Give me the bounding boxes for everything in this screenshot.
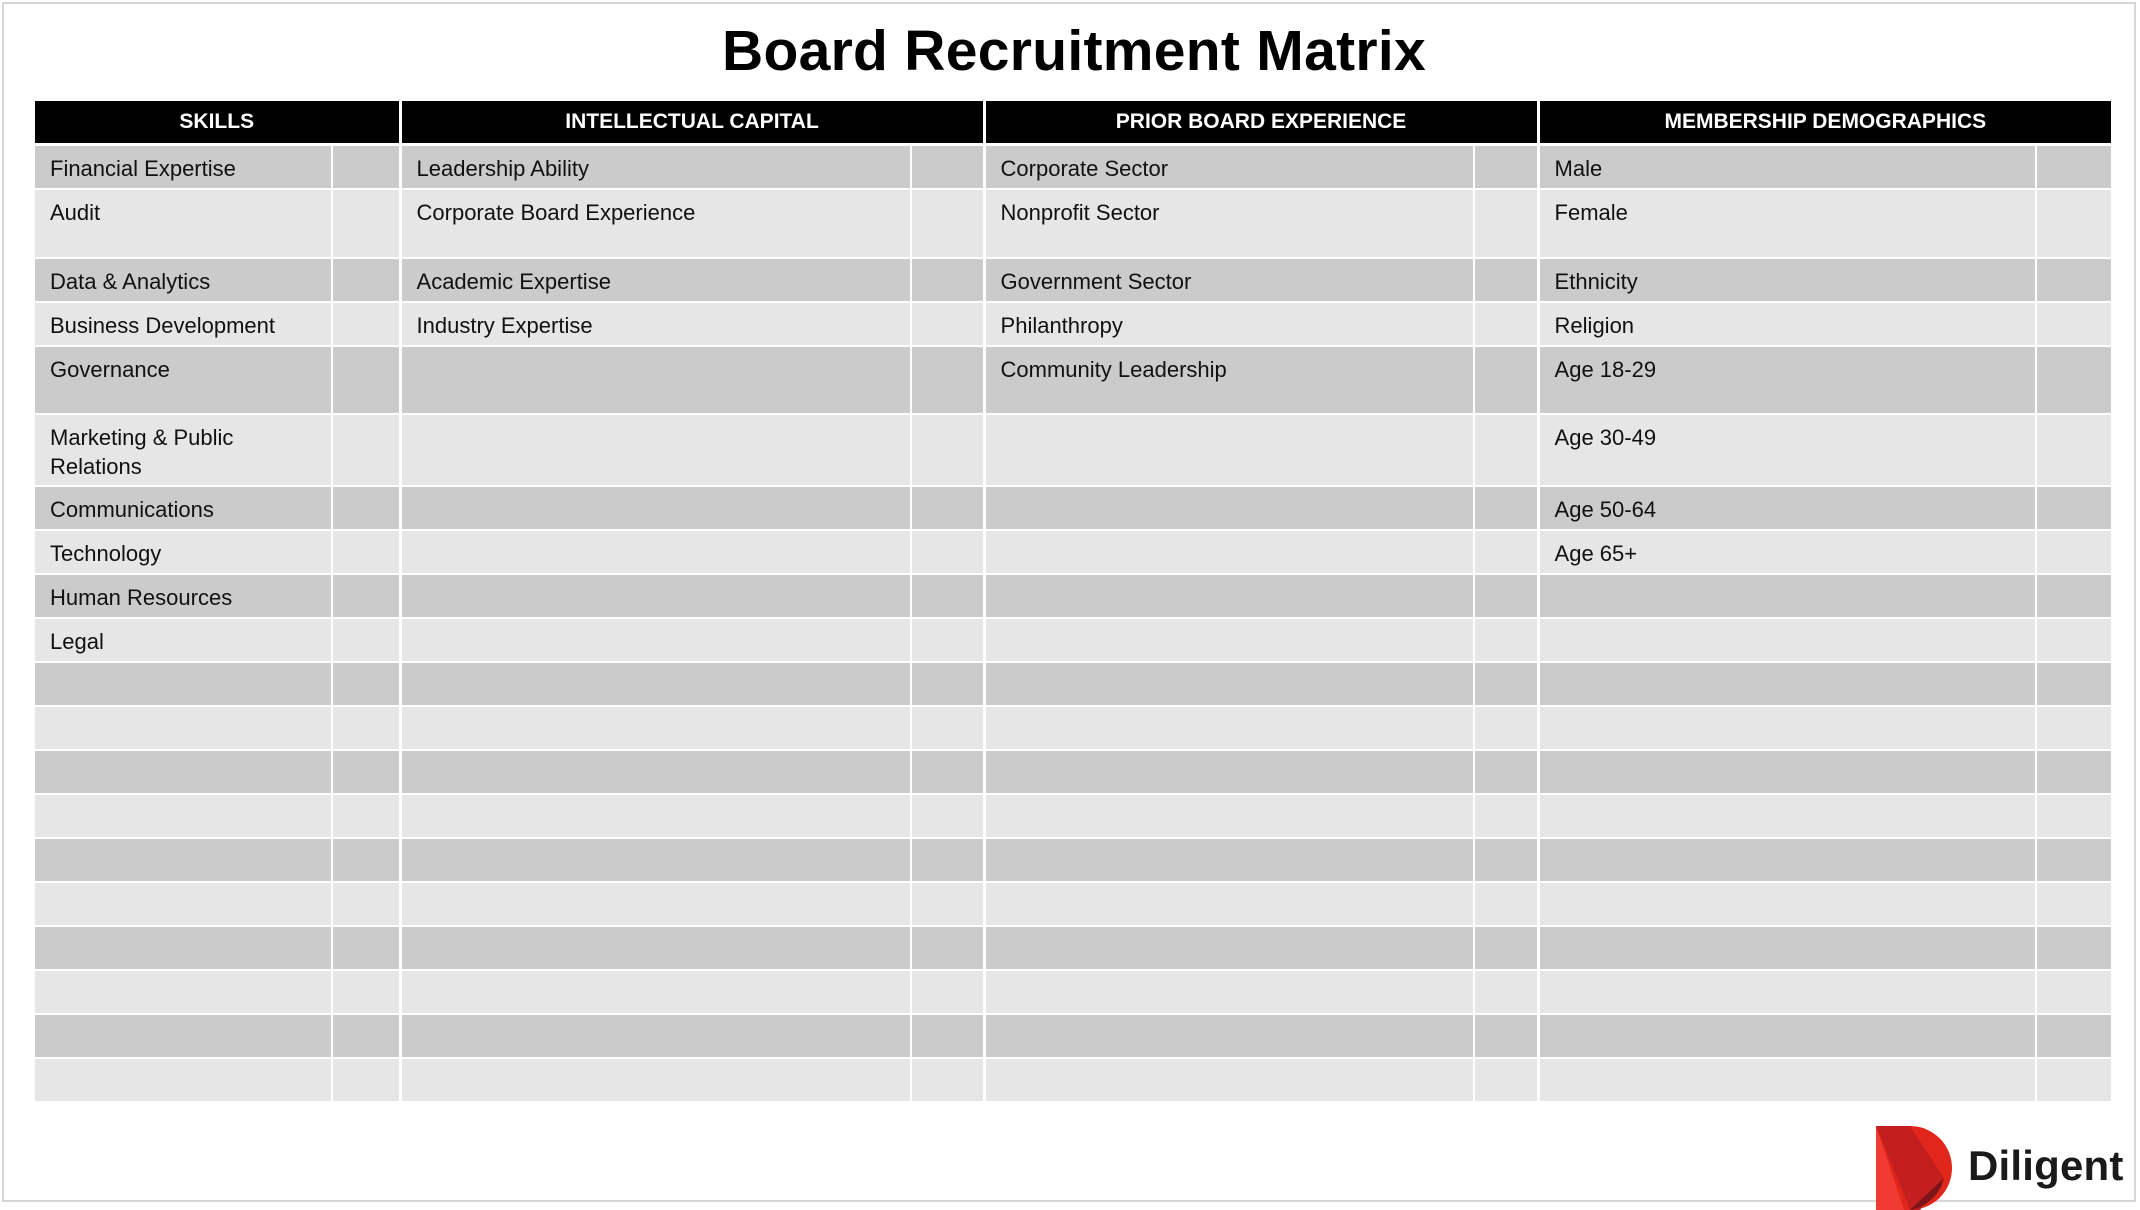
prior-board-experience-rating-cell[interactable] [1474, 414, 1538, 486]
demographic-cell [1538, 750, 2036, 794]
table-row [35, 1014, 2111, 1058]
skill-cell [35, 882, 332, 926]
prior-board-experience-rating-cell[interactable] [1474, 346, 1538, 414]
prior-board-experience-cell [984, 970, 1474, 1014]
skill-cell [35, 926, 332, 970]
skill-cell: Human Resources [35, 574, 332, 618]
skill-rating-cell[interactable] [332, 706, 400, 750]
intellectual-capital-rating-cell[interactable] [911, 706, 984, 750]
prior-board-experience-rating-cell[interactable] [1474, 302, 1538, 346]
demographic-rating-cell[interactable] [2036, 1014, 2111, 1058]
skill-rating-cell[interactable] [332, 1014, 400, 1058]
demographic-cell: Religion [1538, 302, 2036, 346]
prior-board-experience-rating-cell[interactable] [1474, 794, 1538, 838]
intellectual-capital-rating-cell[interactable] [911, 530, 984, 574]
intellectual-capital-cell: Industry Expertise [400, 302, 911, 346]
skill-cell: Data & Analytics [35, 258, 332, 302]
demographic-cell: Age 18-29 [1538, 346, 2036, 414]
demographic-rating-cell[interactable] [2036, 926, 2111, 970]
prior-board-experience-rating-cell[interactable] [1474, 189, 1538, 258]
intellectual-capital-rating-cell[interactable] [911, 302, 984, 346]
prior-board-experience-cell [984, 926, 1474, 970]
skill-cell [35, 1014, 332, 1058]
intellectual-capital-cell: Academic Expertise [400, 258, 911, 302]
prior-board-experience-cell [984, 1058, 1474, 1102]
intellectual-capital-rating-cell[interactable] [911, 882, 984, 926]
demographic-rating-cell[interactable] [2036, 882, 2111, 926]
intellectual-capital-cell [400, 838, 911, 882]
demographic-cell [1538, 662, 2036, 706]
demographic-rating-cell[interactable] [2036, 750, 2111, 794]
prior-board-experience-rating-cell[interactable] [1474, 145, 1538, 189]
demographic-cell [1538, 1058, 2036, 1102]
prior-board-experience-cell [984, 618, 1474, 662]
skill-cell [35, 662, 332, 706]
intellectual-capital-cell [400, 486, 911, 530]
table-row [35, 926, 2111, 970]
prior-board-experience-rating-cell[interactable] [1474, 750, 1538, 794]
page-title: Board Recruitment Matrix [721, 19, 1426, 83]
demographic-cell: Age 65+ [1538, 530, 2036, 574]
demographic-cell: Male [1538, 145, 2036, 189]
skill-cell: Governance [35, 346, 332, 414]
skill-cell [35, 794, 332, 838]
skill-cell [35, 1058, 332, 1102]
intellectual-capital-rating-cell[interactable] [911, 970, 984, 1014]
demographic-rating-cell[interactable] [2036, 618, 2111, 662]
intellectual-capital-rating-cell[interactable] [911, 189, 984, 258]
table-row [35, 618, 2111, 662]
prior-board-experience-rating-cell[interactable] [1474, 618, 1538, 662]
matrix-body [35, 145, 2111, 1102]
intellectual-capital-cell: Leadership Ability [400, 145, 911, 189]
demographic-rating-cell[interactable] [2036, 346, 2111, 414]
skill-rating-cell[interactable] [332, 258, 400, 302]
table-row [35, 189, 2111, 258]
skill-rating-cell[interactable] [332, 618, 400, 662]
skill-rating-cell[interactable] [332, 926, 400, 970]
table-row [35, 794, 2111, 838]
prior-board-experience-rating-cell[interactable] [1474, 574, 1538, 618]
demographic-rating-cell[interactable] [2036, 706, 2111, 750]
intellectual-capital-cell [400, 706, 911, 750]
demographic-rating-cell[interactable] [2036, 486, 2111, 530]
skill-cell [35, 838, 332, 882]
intellectual-capital-rating-cell[interactable] [911, 346, 984, 414]
demographic-rating-cell[interactable] [2036, 662, 2111, 706]
demographic-cell: Age 30-49 [1538, 414, 2036, 486]
prior-board-experience-cell: Government Sector [984, 258, 1474, 302]
intellectual-capital-rating-cell[interactable] [911, 1014, 984, 1058]
intellectual-capital-cell [400, 574, 911, 618]
prior-board-experience-cell: Corporate Sector [984, 145, 1474, 189]
intellectual-capital-cell: Corporate Board Experience [400, 189, 911, 258]
prior-board-experience-rating-cell[interactable] [1474, 662, 1538, 706]
demographic-rating-cell[interactable] [2036, 145, 2111, 189]
intellectual-capital-cell [400, 882, 911, 926]
intellectual-capital-rating-cell[interactable] [911, 794, 984, 838]
prior-board-experience-cell [984, 750, 1474, 794]
intellectual-capital-rating-cell[interactable] [911, 574, 984, 618]
skill-rating-cell[interactable] [332, 574, 400, 618]
demographic-rating-cell[interactable] [2036, 530, 2111, 574]
intellectual-capital-rating-cell[interactable] [911, 1058, 984, 1102]
prior-board-experience-rating-cell[interactable] [1474, 1014, 1538, 1058]
header-row [35, 101, 2111, 145]
skill-rating-cell[interactable] [332, 882, 400, 926]
table-row [35, 486, 2111, 530]
skill-rating-cell[interactable] [332, 189, 400, 258]
table-row [35, 302, 2111, 346]
demographic-rating-cell[interactable] [2036, 1058, 2111, 1102]
skill-cell: Audit [35, 189, 332, 258]
prior-board-experience-cell: Community Leadership [984, 346, 1474, 414]
demographic-rating-cell[interactable] [2036, 258, 2111, 302]
header-membership-demographics: MEMBERSHIP DEMOGRAPHICS [1538, 101, 2111, 145]
skill-cell: Financial Expertise [35, 145, 332, 189]
demographic-rating-cell[interactable] [2036, 414, 2111, 486]
intellectual-capital-cell [400, 414, 911, 486]
prior-board-experience-rating-cell[interactable] [1474, 1058, 1538, 1102]
intellectual-capital-cell [400, 926, 911, 970]
table-row [35, 414, 2111, 486]
header-prior-board-experience: PRIOR BOARD EXPERIENCE [984, 101, 1538, 145]
demographic-cell [1538, 618, 2036, 662]
intellectual-capital-cell [400, 750, 911, 794]
intellectual-capital-cell [400, 970, 911, 1014]
demographic-cell [1538, 574, 2036, 618]
prior-board-experience-rating-cell[interactable] [1474, 882, 1538, 926]
skill-cell: Business Development [35, 302, 332, 346]
demographic-rating-cell[interactable] [2036, 838, 2111, 882]
skill-cell: Technology [35, 530, 332, 574]
skill-rating-cell[interactable] [332, 970, 400, 1014]
table-row [35, 750, 2111, 794]
prior-board-experience-rating-cell[interactable] [1474, 258, 1538, 302]
intellectual-capital-rating-cell[interactable] [911, 414, 984, 486]
recruitment-matrix-table [35, 101, 2111, 1103]
skill-cell [35, 750, 332, 794]
skill-cell [35, 970, 332, 1014]
prior-board-experience-cell [984, 486, 1474, 530]
skill-rating-cell[interactable] [332, 530, 400, 574]
prior-board-experience-cell [984, 530, 1474, 574]
intellectual-capital-cell [400, 794, 911, 838]
skill-cell: Marketing & Public Relations [35, 414, 332, 486]
prior-board-experience-cell [984, 882, 1474, 926]
table-row [35, 258, 2111, 302]
prior-board-experience-rating-cell[interactable] [1474, 970, 1538, 1014]
intellectual-capital-cell [400, 1058, 911, 1102]
table-row [35, 530, 2111, 574]
skill-cell [35, 706, 332, 750]
prior-board-experience-rating-cell[interactable] [1474, 530, 1538, 574]
table-row [35, 1058, 2111, 1102]
diligent-logo-mark-icon [1876, 1126, 1956, 1210]
prior-board-experience-rating-cell[interactable] [1474, 486, 1538, 530]
demographic-rating-cell[interactable] [2036, 574, 2111, 618]
demographic-rating-cell[interactable] [2036, 794, 2111, 838]
table-row [35, 662, 2111, 706]
prior-board-experience-cell: Philanthropy [984, 302, 1474, 346]
intellectual-capital-rating-cell[interactable] [911, 258, 984, 302]
logo-text: Diligent [1968, 1142, 2124, 1189]
intellectual-capital-cell [400, 618, 911, 662]
demographic-cell [1538, 838, 2036, 882]
skill-rating-cell[interactable] [332, 302, 400, 346]
intellectual-capital-cell [400, 662, 911, 706]
intellectual-capital-rating-cell[interactable] [911, 838, 984, 882]
demographic-rating-cell[interactable] [2036, 970, 2111, 1014]
header-intellectual-capital: INTELLECTUAL CAPITAL [400, 101, 984, 145]
prior-board-experience-rating-cell[interactable] [1474, 706, 1538, 750]
slide [2, 2, 2136, 1202]
table-row [35, 145, 2111, 189]
prior-board-experience-cell [984, 706, 1474, 750]
intellectual-capital-rating-cell[interactable] [911, 662, 984, 706]
header-skills: SKILLS [35, 101, 400, 145]
intellectual-capital-cell [400, 346, 911, 414]
skill-rating-cell[interactable] [332, 486, 400, 530]
intellectual-capital-rating-cell[interactable] [911, 926, 984, 970]
demographic-rating-cell[interactable] [2036, 302, 2111, 346]
demographic-cell: Age 50-64 [1538, 486, 2036, 530]
demographic-rating-cell[interactable] [2036, 189, 2111, 258]
skill-rating-cell[interactable] [332, 145, 400, 189]
demographic-cell: Ethnicity [1538, 258, 2036, 302]
skill-rating-cell[interactable] [332, 794, 400, 838]
prior-board-experience-cell: Nonprofit Sector [984, 189, 1474, 258]
prior-board-experience-cell [984, 1014, 1474, 1058]
prior-board-experience-cell [984, 662, 1474, 706]
skill-rating-cell[interactable] [332, 838, 400, 882]
intellectual-capital-rating-cell[interactable] [911, 486, 984, 530]
demographic-cell [1538, 970, 2036, 1014]
prior-board-experience-rating-cell[interactable] [1474, 838, 1538, 882]
prior-board-experience-cell [984, 794, 1474, 838]
intellectual-capital-cell [400, 530, 911, 574]
skill-cell: Communications [35, 486, 332, 530]
demographic-cell [1538, 1014, 2036, 1058]
demographic-cell [1538, 882, 2036, 926]
skill-rating-cell[interactable] [332, 750, 400, 794]
table-row [35, 838, 2111, 882]
prior-board-experience-cell [984, 414, 1474, 486]
skill-rating-cell[interactable] [332, 346, 400, 414]
prior-board-experience-rating-cell[interactable] [1474, 926, 1538, 970]
intellectual-capital-cell [400, 1014, 911, 1058]
skill-cell: Legal [35, 618, 332, 662]
skill-rating-cell[interactable] [332, 662, 400, 706]
table-row [35, 882, 2111, 926]
skill-rating-cell[interactable] [332, 1058, 400, 1102]
table-row [35, 574, 2111, 618]
intellectual-capital-rating-cell[interactable] [911, 750, 984, 794]
demographic-cell [1538, 706, 2036, 750]
demographic-cell [1538, 794, 2036, 838]
intellectual-capital-rating-cell[interactable] [911, 618, 984, 662]
table-row [35, 970, 2111, 1014]
diligent-logo [1872, 1124, 2132, 1210]
table-row [35, 706, 2111, 750]
skill-rating-cell[interactable] [332, 414, 400, 486]
prior-board-experience-cell [984, 574, 1474, 618]
demographic-cell: Female [1538, 189, 2036, 258]
table-row [35, 346, 2111, 414]
demographic-cell [1538, 926, 2036, 970]
intellectual-capital-rating-cell[interactable] [911, 145, 984, 189]
prior-board-experience-cell [984, 838, 1474, 882]
